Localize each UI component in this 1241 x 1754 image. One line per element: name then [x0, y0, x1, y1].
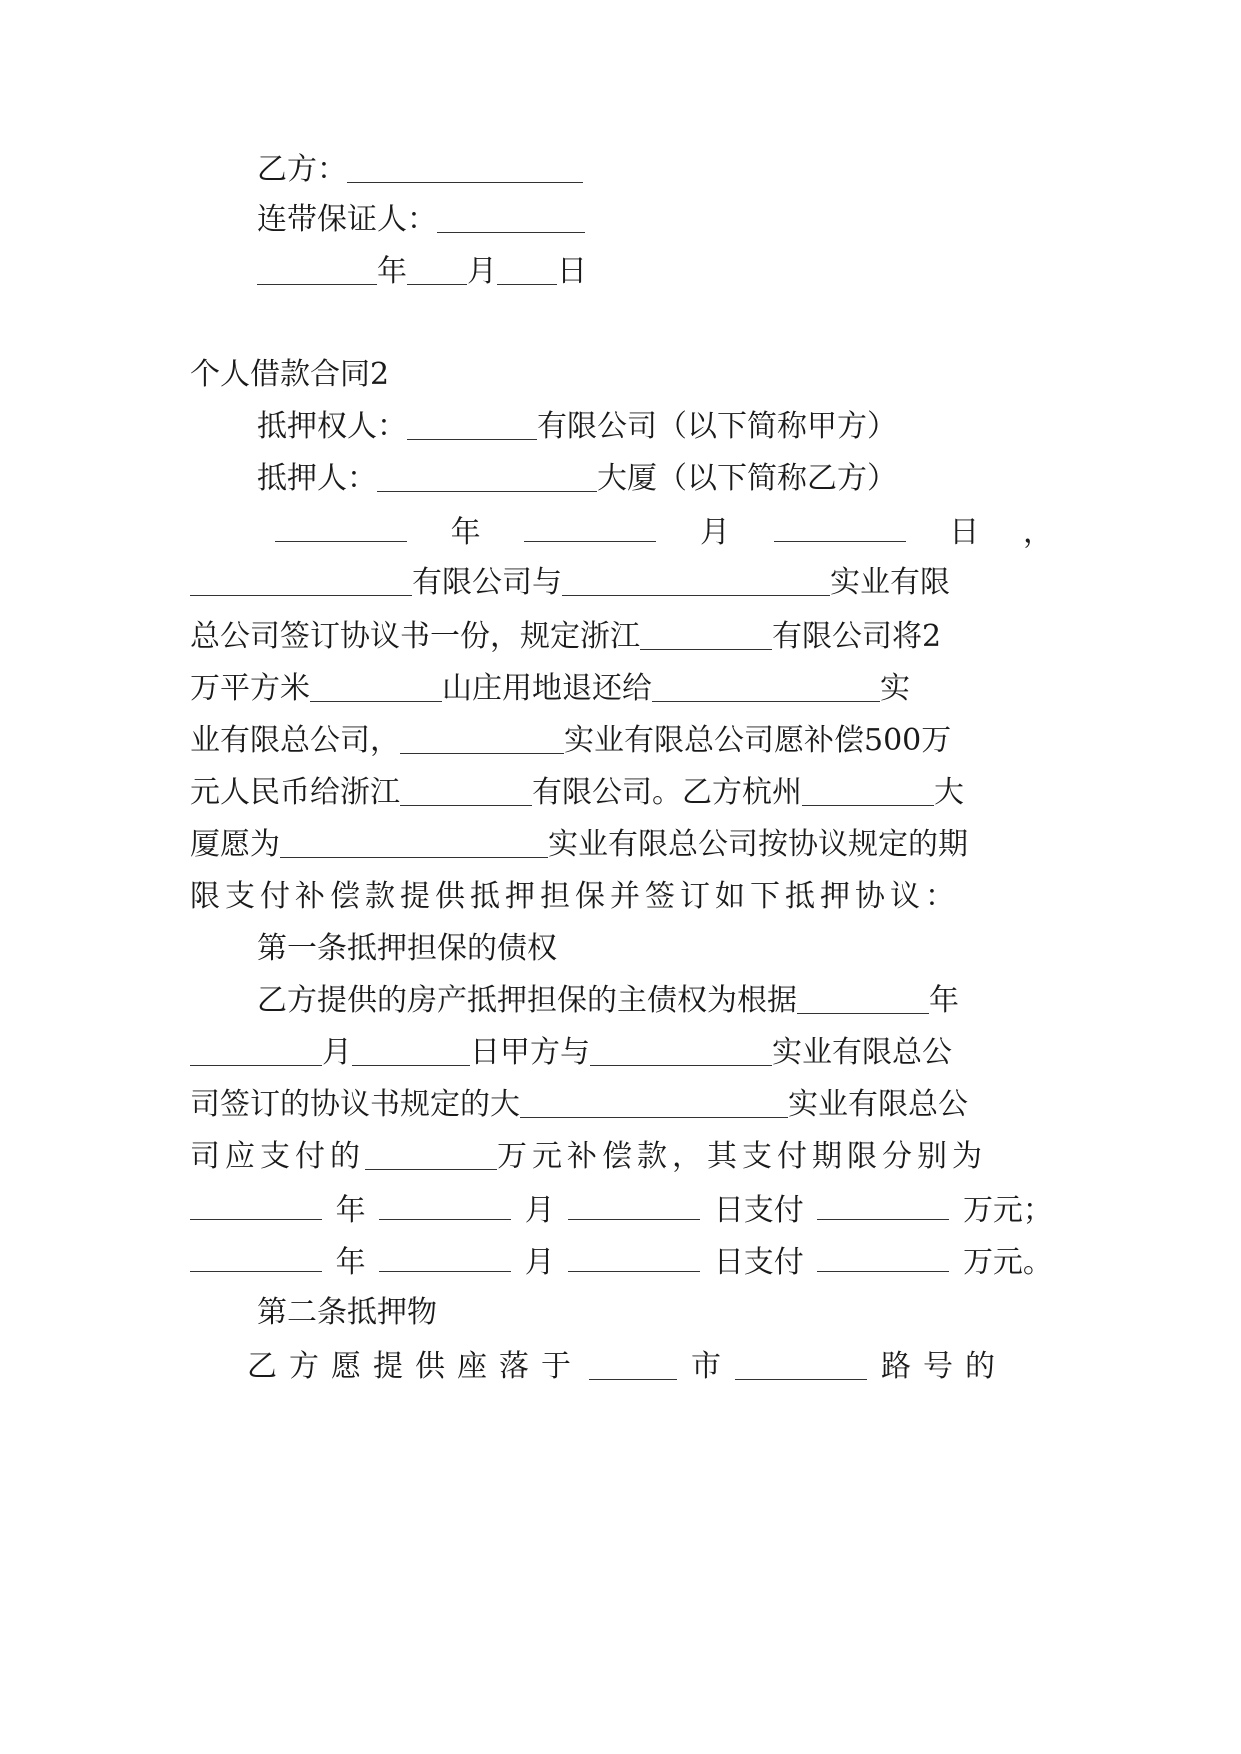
text: 实业有限总公司按协议规定的期	[548, 827, 968, 862]
blank	[524, 511, 656, 542]
year-label: 年	[335, 1193, 366, 1228]
blank	[652, 671, 880, 702]
blank	[379, 1189, 511, 1220]
blank	[190, 1189, 322, 1220]
text: 市	[691, 1349, 721, 1384]
text: 实业有限总公司愿补偿500万	[564, 723, 952, 758]
p1-line-8	[190, 877, 1053, 917]
p1-line-2	[190, 563, 1053, 603]
text: 实业有限总公	[788, 1087, 968, 1122]
blank	[817, 1241, 949, 1272]
text: 万元补偿款，其支付期限分别为	[497, 1139, 987, 1174]
text: 月	[322, 1035, 352, 1070]
contract-title-text: 个人借款合同2	[190, 357, 390, 392]
blank	[379, 1241, 511, 1272]
blank	[365, 1139, 497, 1170]
mortgagor-line	[257, 459, 1053, 499]
p1-line-4	[190, 669, 1053, 709]
blank	[275, 511, 407, 542]
blank	[797, 983, 929, 1014]
text: 有限公司与	[412, 565, 562, 600]
text: 乙方愿提供座落于	[247, 1349, 583, 1384]
blank	[589, 1349, 677, 1380]
art1-line-6	[190, 1241, 1053, 1281]
p1-line-7	[190, 825, 1053, 865]
text: 有限公司。乙方杭州	[532, 775, 802, 810]
text: 路号的	[881, 1349, 1007, 1384]
text: 实	[880, 671, 910, 706]
contract-title	[190, 355, 1053, 395]
art1-line-4	[190, 1137, 1053, 1177]
article-1-title-text: 第一条抵押担保的债权	[257, 931, 557, 966]
text: 大	[934, 775, 964, 810]
text: 万平方米	[190, 671, 310, 706]
day-label: 日	[949, 515, 980, 550]
mortgagee-suffix: 有限公司（以下简称甲方）	[537, 409, 897, 444]
text: 实业有限	[830, 565, 950, 600]
mortgagee-label: 抵押权人：	[257, 409, 407, 444]
blank	[774, 511, 906, 542]
blank	[640, 619, 772, 650]
month-label: 月	[699, 515, 730, 550]
art1-line-1	[257, 981, 1053, 1021]
month-label: 月	[467, 254, 497, 289]
day-blank	[497, 254, 557, 285]
day-label: 日	[557, 254, 587, 289]
mortgagee-line	[257, 407, 1053, 447]
text: 厦愿为	[190, 827, 280, 862]
blank	[802, 775, 934, 806]
text: 万元。	[962, 1245, 1053, 1280]
blank	[568, 1189, 700, 1220]
art1-line-3	[190, 1085, 1053, 1125]
art2-line-1	[247, 1347, 1053, 1387]
art1-line-5	[190, 1189, 1053, 1229]
blank	[280, 827, 548, 858]
article-1-title	[257, 929, 1053, 969]
signature-date-line	[257, 252, 1053, 292]
blank	[590, 1035, 772, 1066]
p1-line-5	[190, 721, 1053, 761]
party-b-label: 乙方：	[257, 152, 347, 187]
blank	[520, 1087, 788, 1118]
year-blank	[257, 254, 377, 285]
text: 年	[929, 983, 959, 1018]
text: 日支付	[713, 1193, 804, 1228]
comma: ，	[1022, 515, 1053, 550]
text: 限支付补偿款提供抵押担保并签订如下抵押协议：	[190, 879, 960, 914]
text: 总公司签订协议书一份，规定浙江	[190, 619, 640, 654]
text: 有限公司将2	[772, 619, 942, 654]
blank	[190, 565, 412, 596]
month-blank	[407, 254, 467, 285]
text: 司应支付的	[190, 1139, 365, 1174]
p1-line-3	[190, 617, 1053, 657]
text: 日甲方与	[470, 1035, 590, 1070]
year-label: 年	[377, 254, 407, 289]
mortgagor-suffix: 大厦（以下简称乙方）	[597, 461, 897, 496]
text: 元人民币给浙江	[190, 775, 400, 810]
year-label: 年	[335, 1245, 366, 1280]
blank	[400, 723, 564, 754]
text: 山庄用地退还给	[442, 671, 652, 706]
text: 司签订的协议书规定的大	[190, 1087, 520, 1122]
text: 万元；	[962, 1193, 1053, 1228]
mortgagor-blank	[377, 461, 597, 492]
blank	[352, 1035, 470, 1066]
blank	[562, 565, 830, 596]
p1-line-6	[190, 773, 1053, 813]
month-label: 月	[524, 1193, 555, 1228]
blank	[400, 775, 532, 806]
guarantor-blank	[437, 202, 585, 233]
blank	[190, 1241, 322, 1272]
blank	[310, 671, 442, 702]
blank	[568, 1241, 700, 1272]
guarantor-line	[257, 200, 1053, 240]
blank	[190, 1035, 322, 1066]
text: 业有限总公司，	[190, 723, 400, 758]
p1-line-1	[275, 511, 1053, 551]
article-2-title-text: 第二条抵押物	[257, 1295, 437, 1330]
month-label: 月	[524, 1245, 555, 1280]
text: 实业有限总公	[772, 1035, 952, 1070]
party-b-blank	[347, 152, 583, 183]
year-label: 年	[450, 515, 481, 550]
art1-line-2	[190, 1033, 1053, 1073]
mortgagor-label: 抵押人：	[257, 461, 377, 496]
article-2-title	[257, 1293, 1053, 1333]
guarantor-label: 连带保证人：	[257, 202, 437, 237]
party-b-line	[257, 150, 1053, 190]
blank	[817, 1189, 949, 1220]
blank	[735, 1349, 867, 1380]
mortgagee-blank	[407, 409, 537, 440]
text: 乙方提供的房产抵押担保的主债权为根据	[257, 983, 797, 1018]
text: 日支付	[713, 1245, 804, 1280]
